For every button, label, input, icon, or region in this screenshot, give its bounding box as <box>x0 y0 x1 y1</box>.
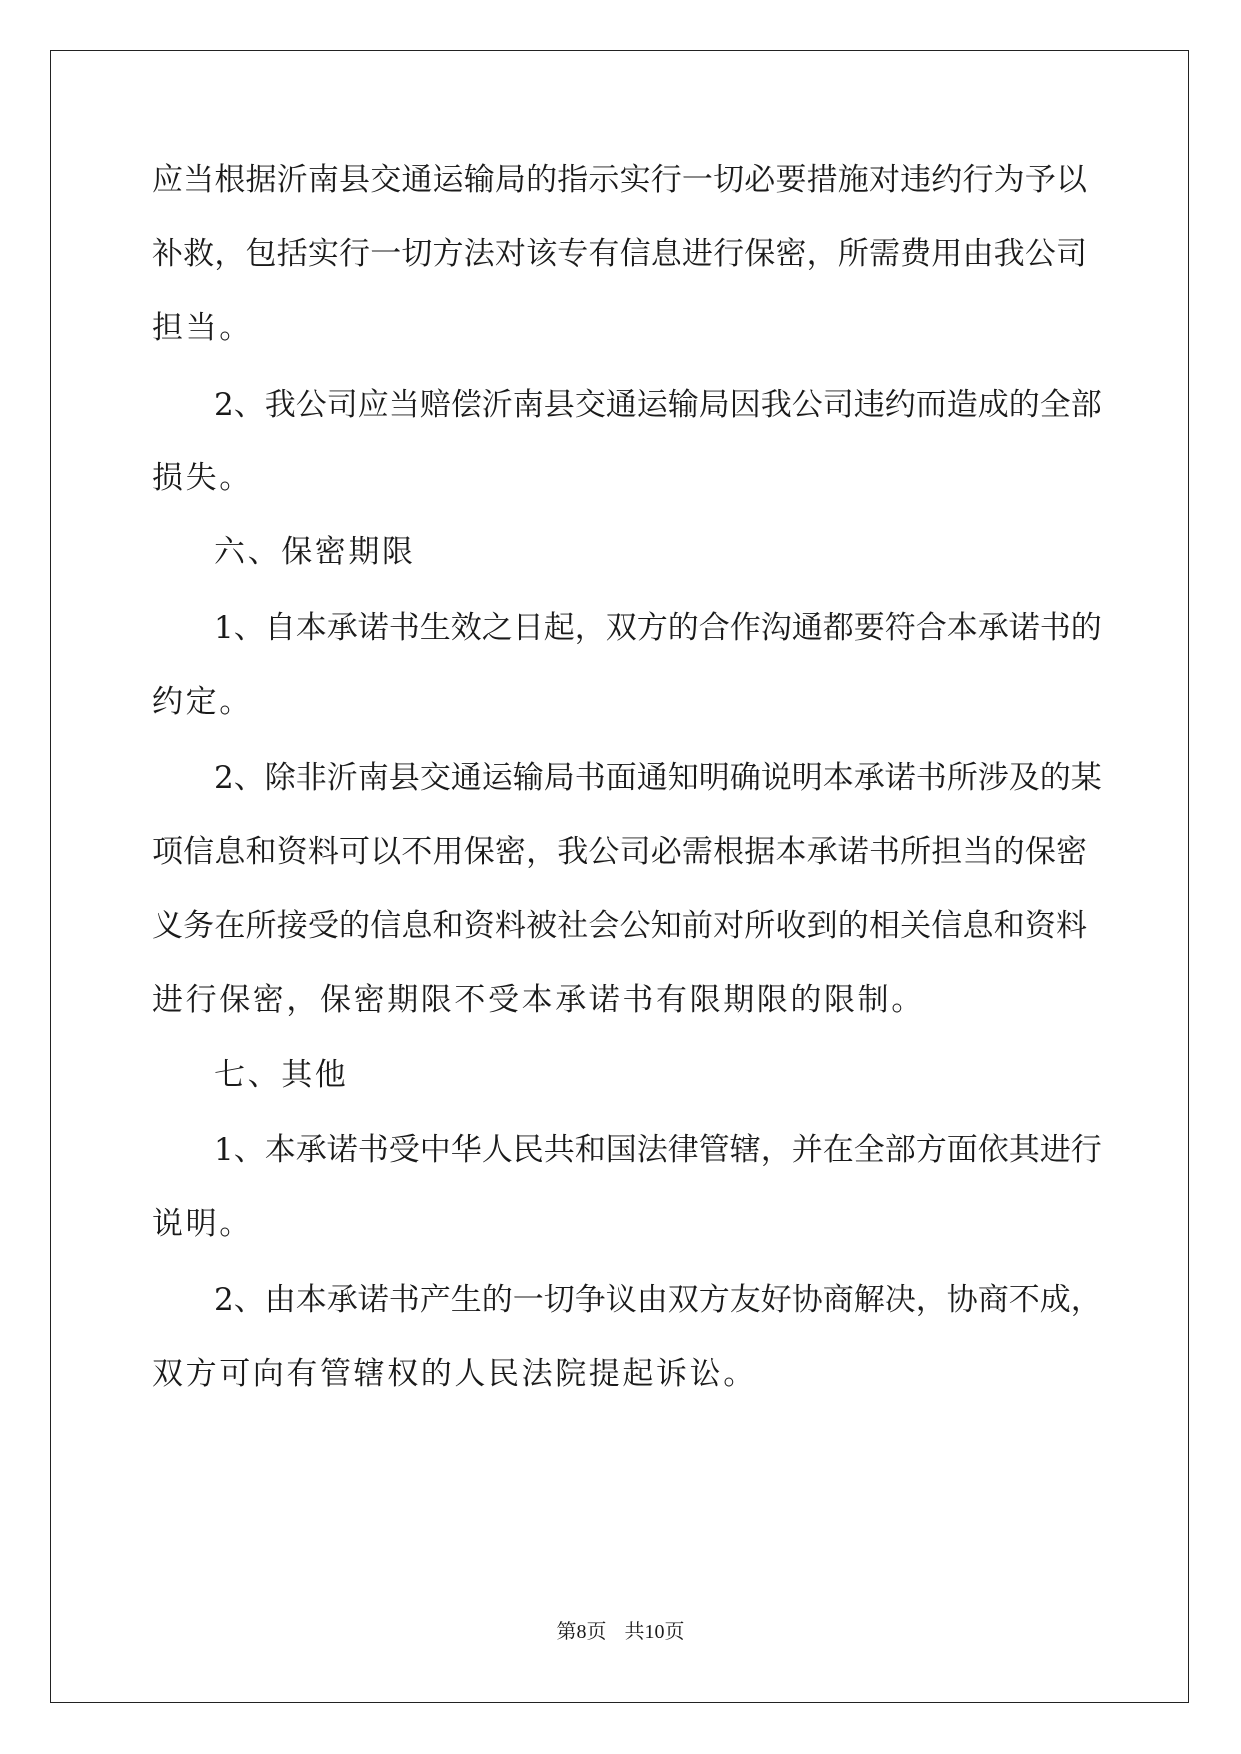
text-line: 补救，包括实行一切方法对该专有信息进行保密，所需费用由我公司 <box>152 236 1087 272</box>
text-line: 进行保密，保密期限不受本承诺书有限期限的限制。 <box>152 982 925 1018</box>
paragraph-start-line: 2、除非沂南县交通运输局书面通知明确说明本承诺书所涉及的某 <box>214 760 1102 796</box>
text-line: 双方可向有管辖权的人民法院提起诉讼。 <box>152 1356 757 1392</box>
text-line: 担当。 <box>152 310 253 346</box>
paragraph-start-line: 1、本承诺书受中华人民共和国法律管辖，并在全部方面依其进行 <box>214 1132 1102 1168</box>
paragraph-start-line: 2、我公司应当赔偿沂南县交通运输局因我公司违约而造成的全部 <box>214 387 1102 423</box>
paragraph-start-line: 1、自本承诺书生效之日起，双方的合作沟通都要符合本承诺书的 <box>214 610 1102 646</box>
page-number: 第8页 <box>556 1621 607 1643</box>
text-line: 说明。 <box>152 1206 253 1242</box>
page-border <box>50 50 1189 1703</box>
page-footer <box>0 1620 1241 1644</box>
text-line: 约定。 <box>152 684 253 720</box>
section-heading: 七、其他 <box>214 1057 349 1093</box>
text-line: 损失。 <box>152 460 253 496</box>
paragraph-start-line: 2、由本承诺书产生的一切争议由双方友好协商解决，协商不成， <box>214 1282 1102 1318</box>
text-line: 应当根据沂南县交通运输局的指示实行一切必要措施对违约行为予以 <box>152 162 1087 198</box>
text-line: 项信息和资料可以不用保密，我公司必需根据本承诺书所担当的保密 <box>152 834 1087 870</box>
text-line: 义务在所接受的信息和资料被社会公知前对所收到的相关信息和资料 <box>152 908 1087 944</box>
page-total: 共10页 <box>624 1621 685 1643</box>
section-heading: 六、保密期限 <box>214 534 416 570</box>
